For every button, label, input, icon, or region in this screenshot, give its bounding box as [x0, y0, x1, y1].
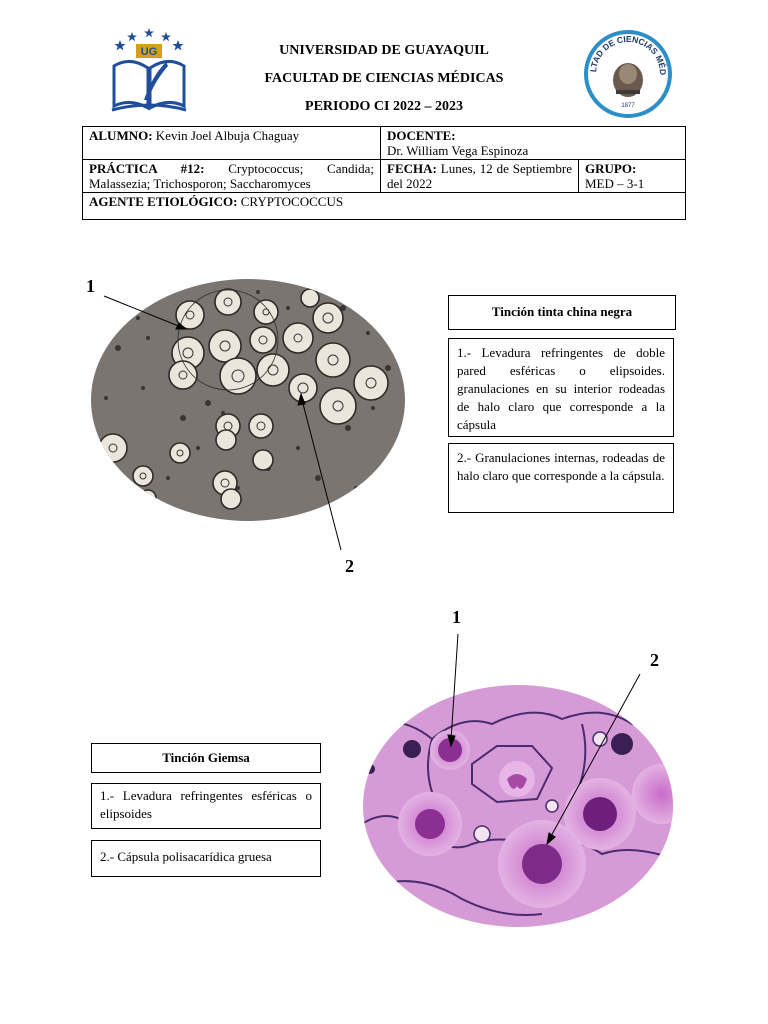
practice-label: PRÁCTICA #12:	[89, 161, 205, 176]
s2-arrowhead-1	[448, 735, 455, 746]
s1-label-2: 2	[345, 556, 354, 576]
practice-value: Cryptococcus; Candida; Malassezia; Trichosporon; Saccharomyces	[89, 161, 374, 191]
group-value: MED – 3-1	[585, 176, 645, 191]
s2-arrow-2	[550, 674, 640, 838]
s2-note-1: 1.- Levadura refringentes esféricas o elipsoides	[91, 783, 321, 829]
s1-label-1: 1	[86, 276, 95, 296]
s1-note-2: 2.- Granulaciones internas, rodeadas de halo claro que corresponde a la cápsula.	[448, 443, 674, 513]
agent-label: AGENTE ETIOLÓGICO:	[89, 194, 238, 209]
svg-text:UG: UG	[140, 46, 158, 58]
teacher-name: Dr. William Vega Espinoza	[387, 143, 529, 158]
s2-note-2: 2.- Cápsula polisacarídica gruesa	[91, 840, 321, 877]
s2-stain-title: Tinción Giemsa	[91, 743, 321, 773]
faculty-name: FACULTAD DE CIENCIAS MÉDICAS	[264, 71, 504, 86]
s2-arrow-1	[451, 634, 458, 740]
date-value: Lunes, 12 de Septiembre del 2022	[387, 161, 573, 191]
svg-text:1877: 1877	[621, 103, 635, 109]
s2-label-2: 2	[650, 650, 659, 670]
teacher-label: DOCENTE:	[387, 128, 456, 143]
svg-text:FACULTAD DE CIENCIAS MÉDICAS: LTAD DE CIENCIAS MÉD	[588, 33, 669, 76]
s1-note-1: 1.- Levadura refringentes de doble pared esféricas o elipsoides. granulaciones en su interior rodeadas de halo claro que corresponde a la cápsula	[448, 338, 674, 437]
university-name: UNIVERSIDAD DE GUAYAQUIL	[279, 43, 489, 58]
s1-stain-title: Tinción tinta china negra	[448, 295, 676, 330]
period: PERIODO CI 2022 – 2023	[305, 99, 463, 114]
agent-value: CRYPTOCOCCUS	[240, 194, 344, 209]
s2-label-1: 1	[452, 607, 461, 627]
student-label: ALUMNO:	[89, 128, 153, 143]
group-label: GRUPO:	[585, 161, 637, 176]
student-name: Kevin Joel Albuja Chaguay	[155, 128, 300, 143]
date-label: FECHA:	[387, 161, 437, 176]
s2-arrowhead-2	[547, 833, 555, 844]
